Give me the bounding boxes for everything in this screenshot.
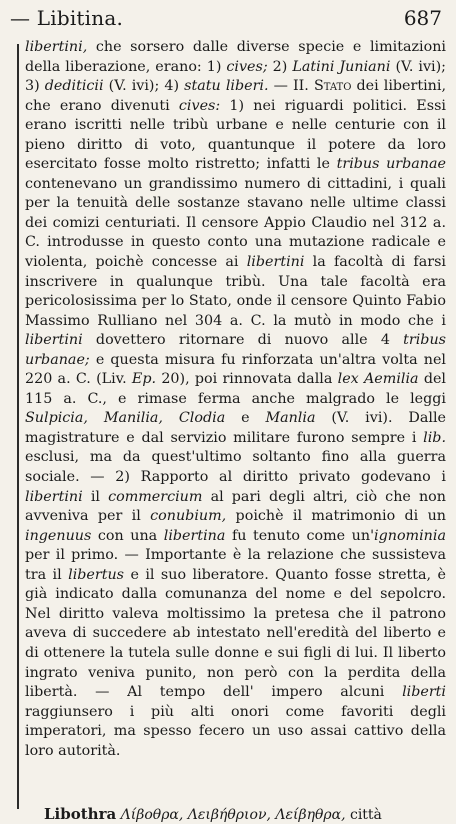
text-run: al pari degli altri, ciò che non avveniva per il: [25, 488, 446, 525]
text-run: il: [82, 488, 109, 505]
text-run: 2): [267, 58, 293, 75]
next-headword: Libothra: [44, 805, 117, 823]
italic-term: libertini: [246, 254, 305, 271]
text-run: poichè il matrimonio di un: [226, 508, 446, 525]
greek-variants: Λίβοθρα, Λειβήθριον, Λείβηθρα,: [116, 807, 346, 823]
italic-term: lex Aemilia: [337, 371, 419, 388]
text-run: raggiunsero i più alti onori come favoriti degli imperatori, ma spesso fecero un uso assai cattivo della loro autorità.: [25, 703, 446, 759]
italic-term: libertini: [25, 332, 83, 349]
italic-term: cives:: [178, 97, 221, 114]
page-header: [10, 6, 442, 36]
italic-term: ignominia: [374, 527, 446, 544]
italic-term: ingenuus: [25, 527, 92, 544]
italic-term: libertini: [25, 488, 83, 505]
text-run: per il primo. — Importante è la relazione che sussisteva tra il: [25, 547, 446, 583]
text-run: e il suo liberatore. Quanto fosse stretta, è già indicato dalla comunanza del nome e del sepolcro. Nel diritto valeva moltissimo la pretesa che il patrono aveva di succedere ab intestato nell'eredità del liberto e di ottenere la tutela sulle donne e sui figli di lui. Il liberto ingrato veniva punito, non però con la perdita della libertà. — Al tempo dell' impero alcuni: [25, 566, 446, 701]
text-run: dei libertini, che erano divenuti: [25, 78, 446, 114]
italic-term: tribus urbanae;: [25, 332, 446, 368]
italic-term: commercium: [108, 488, 203, 505]
text-run: e: [225, 410, 266, 427]
italic-term: libertina: [163, 527, 226, 544]
column-rule: [17, 44, 19, 809]
text-run: la facoltà di farsi inscrivere in qualunque tribù. Una tale facoltà era pericolosissima per lo Stato, onde il censore Quinto Fabio Massimo Rulliano nel 304 a. C. la mutò in modo che i: [25, 254, 446, 329]
text-run: 20), poi rinnovata dalla: [156, 371, 338, 388]
next-entry-line: [44, 805, 456, 824]
italic-term: conubium,: [150, 508, 227, 525]
italic-term: Sulpicia, Manilia, Clodia: [25, 410, 226, 427]
small-caps-term: Stato: [313, 78, 352, 95]
text-run: (V. ivi). Dalle magistrature e dal servizio militare furono sempre i: [25, 410, 446, 446]
running-title: — Libitina.: [10, 6, 124, 30]
italic-term: tribus urbanae: [336, 156, 446, 173]
italic-term: liberti: [402, 684, 446, 701]
italic-term: Ep.: [131, 371, 157, 388]
text-run: (V. ivi); 3): [25, 58, 446, 95]
text-run: e questa misura fu rinforzata un'altra volta nel 220 a. C. (Liv.: [25, 351, 446, 388]
text-run: con una: [91, 527, 164, 544]
italic-term: statu liberi.: [184, 78, 269, 95]
italic-term: Manlia: [265, 410, 316, 427]
text-run: 1) nei riguardi politici. Essi erano iscritti nelle tribù urbane e nelle centurie con il pieno diritto di voto, quantunque il potere da loro esercitato fosse molto ristretto; infatti le: [25, 97, 446, 173]
italic-term: dediticii: [44, 78, 104, 95]
text-run: città: [345, 807, 382, 823]
italic-term: libertini,: [25, 39, 88, 55]
text-run: dovettero ritornare di nuovo alle 4: [82, 332, 404, 349]
page-number: 687: [403, 6, 442, 30]
text-run: (V. ivi); 4): [103, 78, 185, 95]
italic-term: libertus: [68, 566, 125, 583]
text-run: del 115 a. C., e rimase ferma anche malgrado le leggi: [25, 371, 447, 407]
text-run: che sorsero dalle diverse specie e limitazioni della liberazione, erano: 1): [25, 39, 446, 75]
italic-term: cives;: [226, 58, 268, 75]
text-run: — II.: [268, 78, 314, 95]
italic-term: lib.: [423, 429, 446, 446]
entry-body: [25, 38, 446, 761]
text-run: esclusi, ma da quest'ultimo soltanto fino alla guerra sociale. — 2) Rapporto al diritto privato godevano i: [25, 449, 446, 486]
entry-paragraph: [25, 38, 446, 761]
text-run: fu tenuto come un': [225, 527, 375, 544]
text-run: contenevano un grandissimo numero di cittadini, i quali per la tenuità delle sostanze stavano nelle ultime classi dei comizi centuriati. Il censore Appio Claudio nel 312 a. C. introdusse in questo conto una mutazione radicale e violenta, poichè concesse ai: [25, 175, 446, 271]
italic-term: Latini Juniani: [292, 58, 391, 75]
